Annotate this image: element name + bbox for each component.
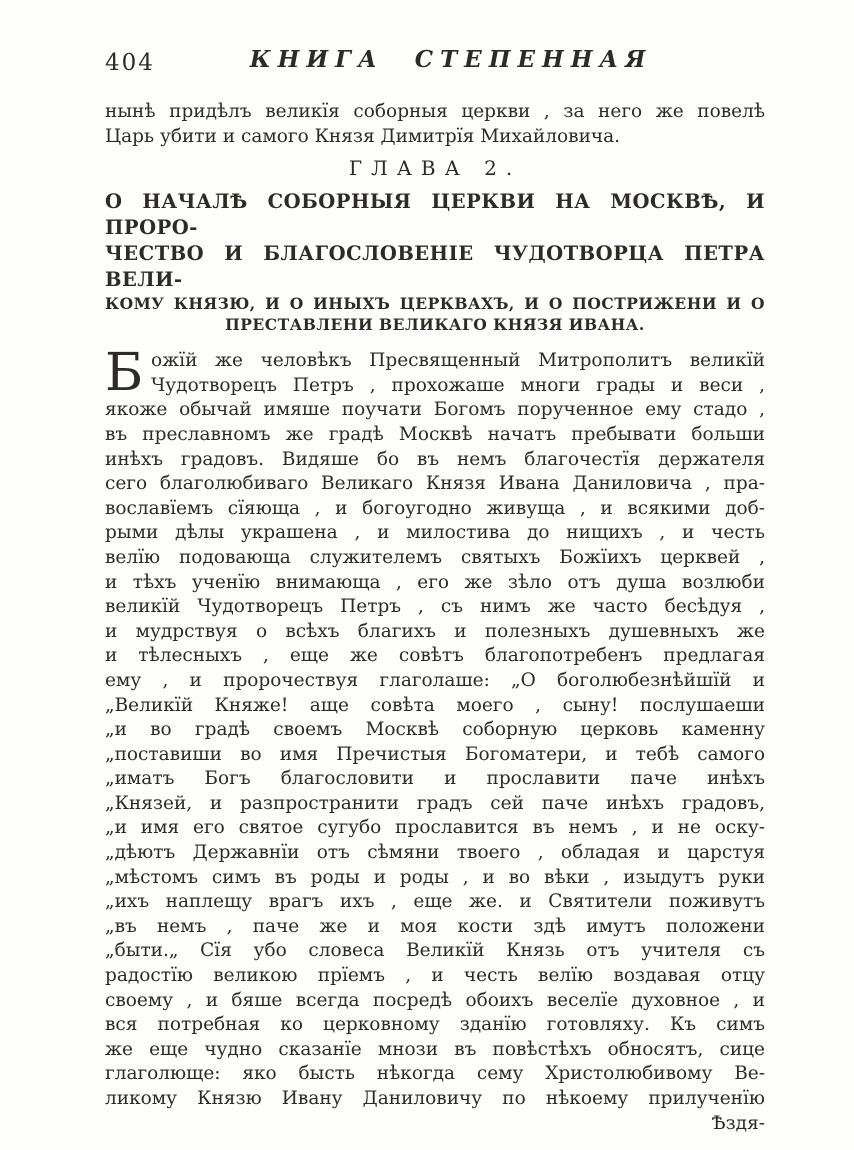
body-line: въ преславномъ же градѣ Москвѣ начатъ пребывати больши — [105, 423, 765, 445]
body-line: ему , и пророчествуя глаголаше: „О боголюбезнѣйшїй и — [105, 669, 765, 691]
body-line: инѣхъ градовъ. Видяше бо въ немъ благочестїя держателя — [105, 448, 765, 470]
drop-cap-initial: Б — [105, 343, 144, 404]
body-line: „дѣютъ Державнїи отъ сѣмяни твоего , обладая и царстуя — [105, 842, 765, 864]
body-line: „и во градѣ своемъ Москвѣ соборную церковь каменну — [105, 719, 765, 741]
body-line: глаголюще: яко бысть нѣкогда сему Христолюбивому Ве- — [105, 1063, 765, 1085]
page-header — [105, 46, 765, 80]
body-line: вся потребная ко церковному зданїю готовляху. Къ симъ — [105, 1014, 765, 1036]
chapter-title-line: ЧЕСТВО И БЛАГОСЛОВЕНІЕ ЧУДОТВОРЦА ПЕТРА ВЕЛИ- — [105, 242, 765, 292]
body-line: рыми дѣлы украшена , и милостива до нищихъ , и честь — [105, 522, 765, 544]
body-line: „ихъ наплещу врагъ ихъ , еще же. и Святители поживутъ — [105, 891, 765, 913]
body-line: и тѣлесныхъ , еще же совѣтъ благопотребенъ предлагая — [105, 645, 765, 667]
chapter-title-line: КОМУ КНЯЗЮ, И О ИНЫХЪ ЦЕРКВАХЪ, И О ПОСТРИЖЕНИ И О — [105, 294, 765, 314]
running-title: КНИГА СТЕПЕННАЯ — [249, 46, 653, 73]
body-line: „Великїй Княже! аще совѣта моего , сыну! послушаеши — [105, 694, 765, 716]
body-line: и тѣхъ ученїю внимающа , его же зѣло отъ душа возлюби — [105, 571, 765, 593]
body-line: великїй Чудотворецъ Петръ , съ нимъ же часто бесѣдуя , — [105, 596, 765, 618]
intro-line: нынѣ придѣлъ великїя соборныя церкви , за него же повелѣ — [105, 101, 765, 122]
chapter-title-large — [105, 189, 765, 293]
body-line: велїю подовающа служителемъ святыхъ Божїихъ церквей , — [105, 546, 765, 568]
body-text — [105, 343, 765, 1111]
body-line: „поставиши во имя Пречистыя Богоматери, и тебѣ самого — [105, 743, 765, 765]
body-line: ликому Князю Ивану Даниловичу по нѣкоему прилученїю — [105, 1088, 765, 1109]
chapter-title — [105, 189, 765, 335]
chapter-title-line: ПРЕСТАВЛЕНИ ВЕЛИКАГО КНЯЗЯ ИВАНА. — [225, 315, 645, 335]
body-line: ожїй же человѣкъ Пресвященный Митрополитъ великїй — [151, 350, 765, 372]
body-line: Чудотворецъ Петръ , прохожаше многи грады и веси , — [151, 374, 765, 396]
intro-line: Царь убити и самого Князя Димитрїя Михайловича. — [105, 125, 621, 147]
body-line: сего благолюбиваго Великаго Князя Ивана Даниловича , пра- — [105, 473, 765, 495]
body-line: „быти.„ Сїя убо словеса Великїй Князь отъ учителя съ — [105, 940, 765, 962]
body-line: „Князей, и разпространити градъ сей паче инѣхъ градовъ, — [105, 792, 765, 814]
catchword: Ѣздя- — [711, 1112, 765, 1134]
body-line: и мудрствуя о всѣхъ благихъ и полезныхъ душевныхъ же — [105, 620, 765, 642]
body-line: якоже обычай имяше поучати Богомъ порученное ему стадо , — [105, 399, 765, 421]
body-line: „мѣстомъ симъ въ роды и роды , и во вѣки , изыдутъ руки — [105, 866, 765, 888]
chapter-title-line: О НАЧАЛѢ СОБОРНЫЯ ЦЕРКВИ НА МОСКВѢ, И ПРОРО- — [105, 190, 765, 240]
body-line: „въ немъ , паче же и моя кости здѣ имутъ положени — [105, 915, 765, 937]
page-number: 404 — [105, 50, 155, 76]
body-line: „иматъ Богъ благословити и прославити паче инѣхъ — [105, 768, 765, 790]
chapter-heading: ГЛАВА 2. — [348, 156, 522, 181]
body-line: радостїю великою прїемъ , и честь велїю воздавая отцу — [105, 965, 765, 987]
chapter-title-small — [105, 293, 765, 335]
body-line: же еще чудно сказанїе мнози въ повѣстѣхъ обносятъ, сице — [105, 1038, 765, 1060]
body-line: своему , и бяше всегда посредѣ обоихъ веселїе духовное , и — [105, 989, 765, 1011]
intro-paragraph — [105, 100, 765, 149]
body-line: „и имя его святое сугубо прославится въ немъ , и не оску- — [105, 817, 765, 839]
body-line: вославїемъ сїяюща , и богоугодно живуща , и всякими доб- — [105, 497, 765, 519]
